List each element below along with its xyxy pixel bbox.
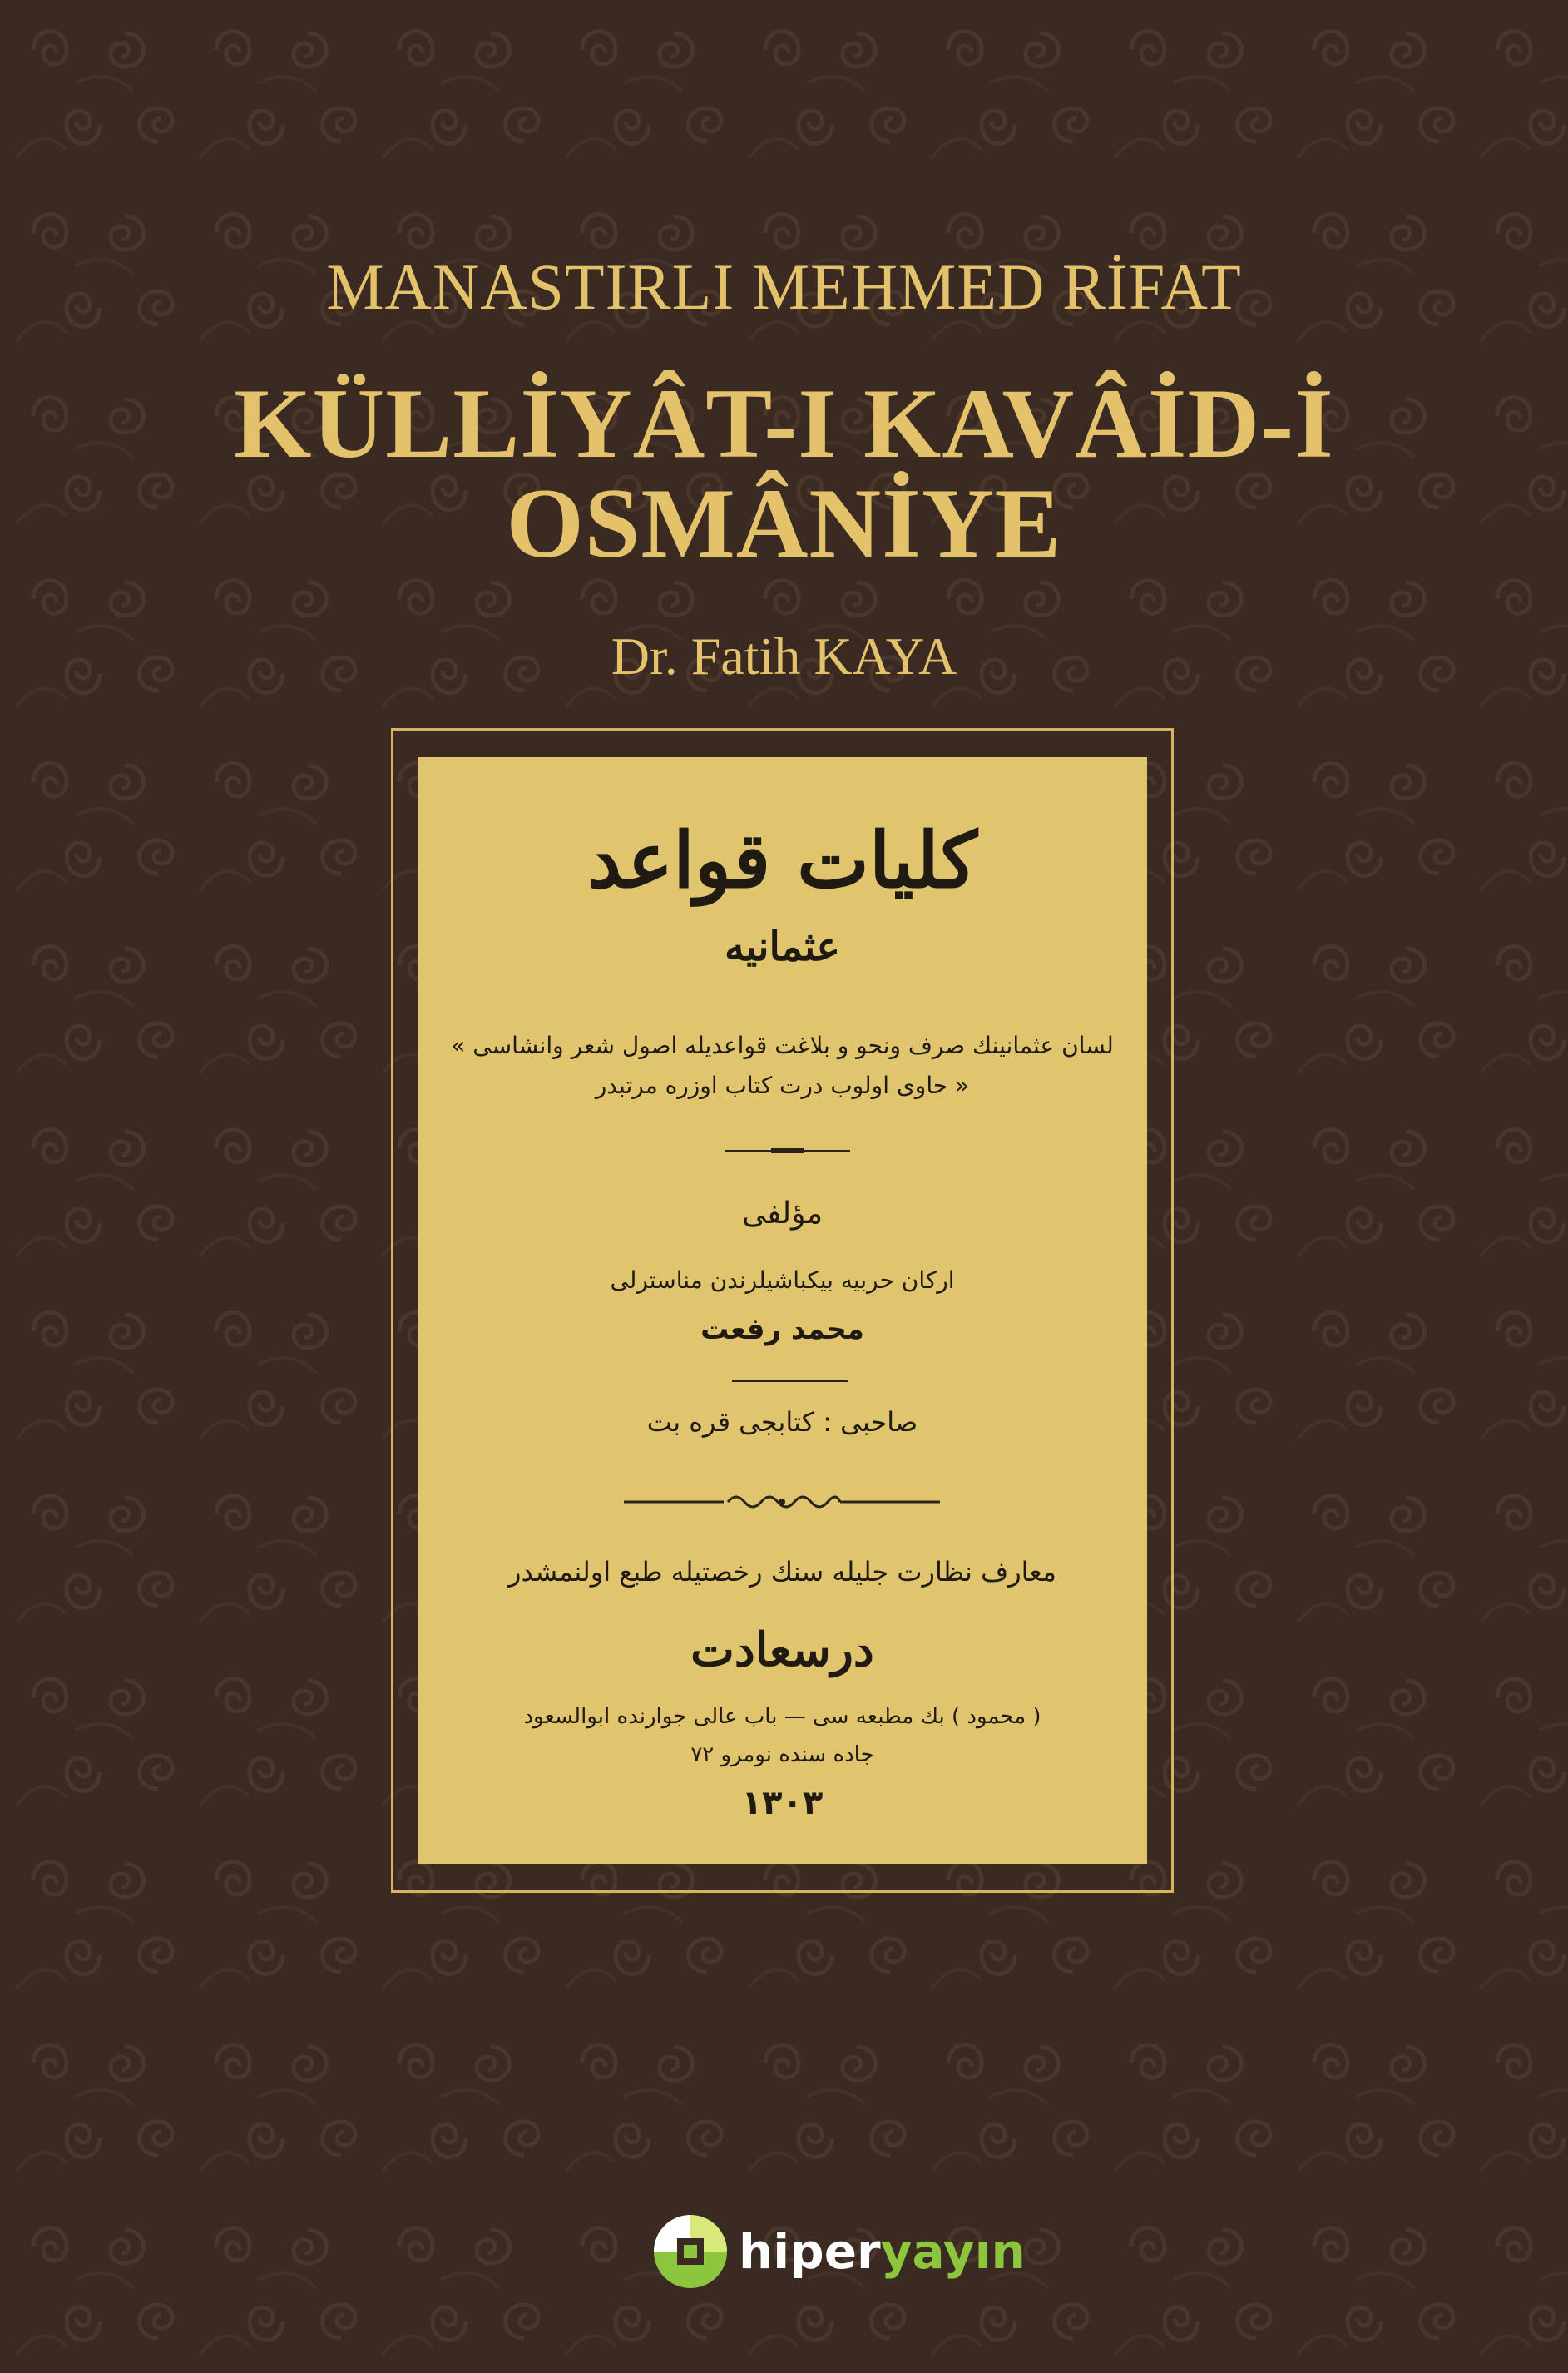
facsimile-title-page	[418, 757, 1147, 1864]
facsimile-author-name: محمد رفعت	[700, 1313, 864, 1346]
facsimile-press-line-1: ( محمود ) بك مطبعه سى — باب عالى جوارنده ابوالسعود	[523, 1704, 1041, 1729]
facsimile-city: درسعادت	[690, 1622, 874, 1677]
facsimile-title: كليات قواعد	[587, 815, 977, 905]
editor-name: Dr. Fatih KAYA	[611, 627, 957, 686]
divider-1-center	[771, 1148, 804, 1153]
publisher-logo-icon	[649, 2210, 732, 2293]
book-title-line-2: OSMÂNİYE	[506, 468, 1062, 578]
facsimile-permission: معارف نظارت جليله سنك رخصتيله طبع اولنمشدر	[508, 1556, 1056, 1588]
facsimile-description-line-2: « حاوى اولوب درت كتاب اوزره مرتبدر	[595, 1072, 970, 1099]
facsimile-owner: صاحبى : كتابجى قره بت	[646, 1406, 918, 1438]
publisher-name-part-1: hiper	[739, 2223, 881, 2280]
publisher-name-part-2: yayın	[880, 2223, 1026, 2280]
divider-2	[732, 1380, 848, 1382]
publisher-logo	[649, 2210, 1026, 2293]
facsimile-description-line-1: لسان عثمانينك صرف ونحو و بلاغت قواعديله اصول شعر وانشاسى »	[451, 1032, 1114, 1059]
publisher-name	[739, 2223, 1026, 2280]
author-line: MANASTIRLI MEHMED RİFAT	[326, 250, 1242, 323]
facsimile-author-rank: اركان حربيه بيكباشيلرندن مناسترلى	[610, 1266, 955, 1294]
facsimile-press-line-2: جاده سنده نومرو ٧٢	[690, 1742, 874, 1767]
facsimile-authored-by-label: مؤلفى	[741, 1196, 824, 1231]
ornamental-divider	[624, 1489, 940, 1514]
facsimile-subtitle: عثمانيه	[724, 924, 841, 970]
facsimile-year: ١٣٠٣	[741, 1784, 824, 1822]
book-title-line-1: KÜLLİYÂT-I KAVÂİD-İ	[234, 368, 1334, 478]
